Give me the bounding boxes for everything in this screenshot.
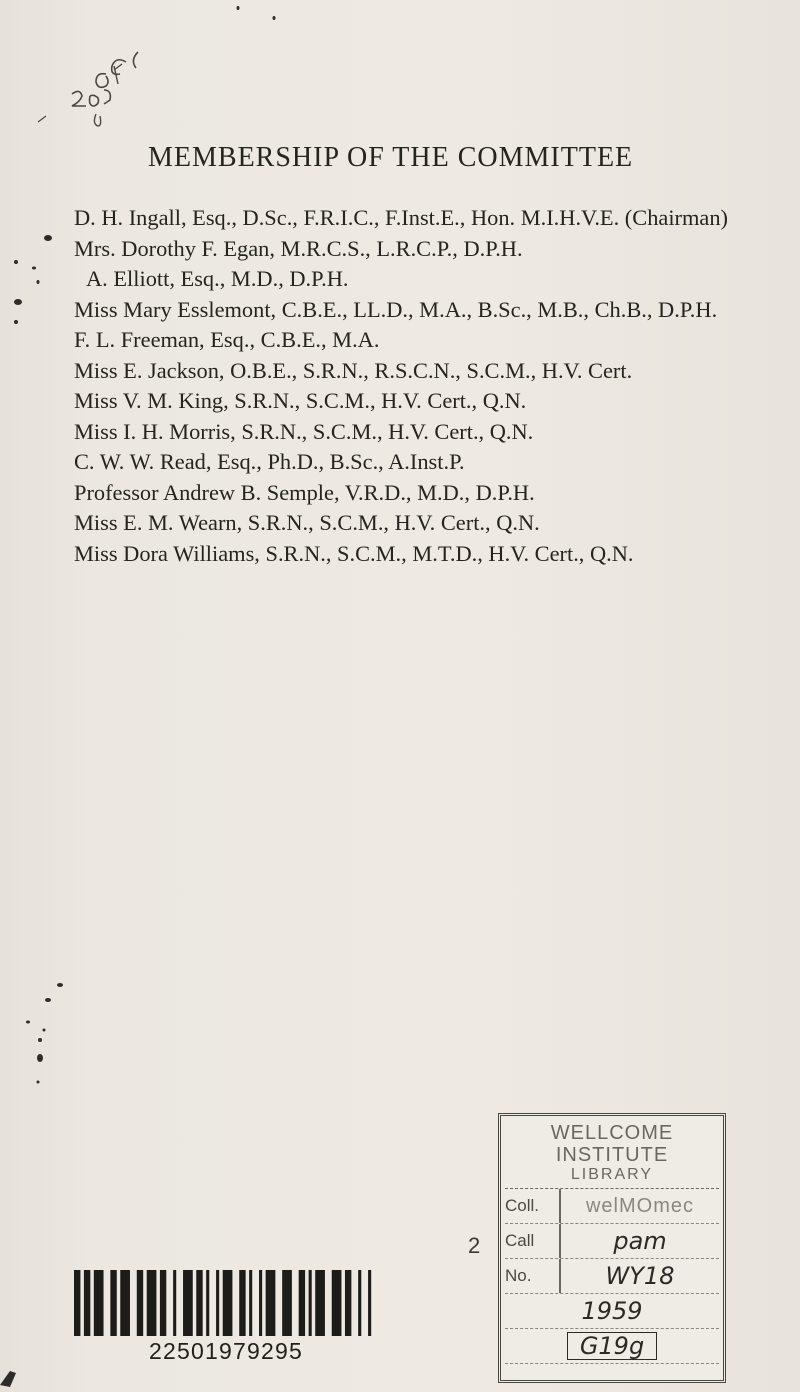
list-item: Miss I. H. Morris, S.R.N., S.C.M., H.V. Cert., Q.N. [74,418,534,444]
page-number: 2 [468,1233,481,1258]
barcode-bar [196,1270,202,1336]
barcode-bar [282,1270,292,1336]
coll-label: Coll. [505,1189,561,1223]
barcode-bar [110,1270,116,1336]
list-item: Miss Dora Williams, S.R.N., S.C.M., M.T.D., H.V. Cert., Q.N. [74,540,634,566]
library-label [498,1113,726,1383]
barcode [74,1270,378,1364]
barcode-bar [266,1270,276,1336]
library-department: LIBRARY [505,1166,719,1189]
barcode-bar [259,1270,262,1336]
barcode-bar [94,1270,104,1336]
barcode-bar [315,1270,325,1336]
no-value: WY18 [605,1262,675,1290]
list-item: A. Elliott, Esq., M.D., D.P.H. [86,266,349,291]
extra-line-1-value: 1959 [581,1297,643,1325]
barcode-bar [358,1270,361,1336]
list-item: Miss E. Jackson, O.B.E., S.R.N., R.S.C.N., S.C.M., H.V. Cert. [74,357,633,383]
coll-value: welMOmec [585,1194,694,1217]
pencil-scribble [18,40,148,140]
no-label: No. [505,1259,561,1293]
page-title: MEMBERSHIP OF THE COMMITTEE [148,142,634,173]
barcode-bars [74,1270,378,1336]
call-value: pam [613,1227,667,1255]
extra-line-2-value: G19g [567,1332,657,1360]
library-no-row [505,1259,719,1294]
barcode-bar [160,1270,166,1336]
barcode-bar [249,1270,252,1336]
call-label: Call [505,1224,561,1258]
list-item: D. H. Ingall, Esq., D.Sc., F.R.I.C., F.Inst.E., Hon. M.I.H.V.E. (Chairman) [74,205,729,230]
barcode-bar [120,1270,130,1336]
barcode-bar [309,1270,312,1336]
list-item: Mrs. Dorothy F. Egan, M.R.C.S., L.R.C.P., D.P.H. [74,235,523,261]
barcode-bar [137,1270,143,1336]
barcode-bar [345,1270,351,1336]
library-extra-line-2 [505,1329,719,1364]
barcode-bar [206,1270,209,1336]
barcode-number: 22501979295 [149,1338,303,1364]
barcode-bar [147,1270,157,1336]
barcode-bar [216,1270,219,1336]
barcode-bar [299,1270,305,1336]
list-item: Miss Mary Esslemont, C.B.E., LL.D., M.A., B.Sc., M.B., Ch.B., D.P.H. [74,296,718,322]
barcode-bar [183,1270,193,1336]
library-institution: WELLCOME INSTITUTE [550,1122,674,1166]
library-extra-line-1 [505,1294,719,1329]
barcode-bar [223,1270,233,1336]
barcode-bar [332,1270,342,1336]
list-item: Professor Andrew B. Semple, V.R.D., M.D., D.P.H. [74,479,535,505]
barcode-bar [74,1270,80,1336]
library-call-row [505,1224,719,1259]
barcode-bar [239,1270,245,1336]
barcode-bar [84,1270,90,1336]
list-item: Miss V. M. King, S.R.N., S.C.M., H.V. Cert., Q.N. [74,388,527,413]
library-coll-row [505,1189,719,1224]
list-item: F. L. Freeman, Esq., C.B.E., M.A. [74,327,380,352]
list-item: Miss E. M. Wearn, S.R.N., S.C.M., H.V. Cert., Q.N. [74,510,540,535]
barcode-bar [173,1270,176,1336]
list-item: C. W. W. Read, Esq., Ph.D., B.Sc., A.Inst.P. [74,449,465,474]
barcode-bar [368,1270,371,1336]
committee-member-list [74,203,728,569]
